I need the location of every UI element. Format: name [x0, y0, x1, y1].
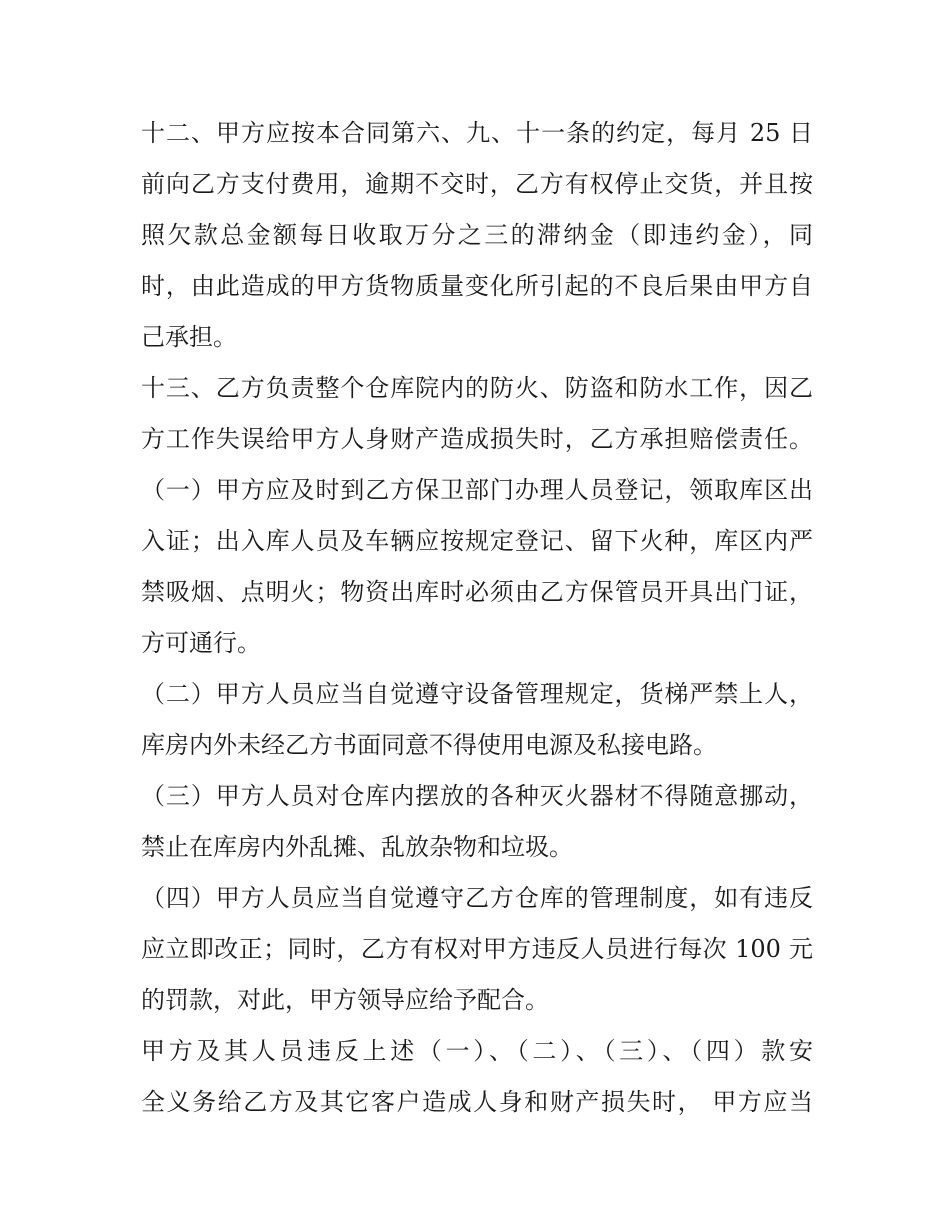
text-line: 禁止在库房内外乱摊、乱放杂物和垃圾。 — [141, 833, 573, 861]
text-line: 方可通行。 — [141, 629, 261, 657]
text-line: 己承担。 — [141, 323, 237, 351]
text-line: 全义务给乙方及其它客户造成人身和财产损失时， 甲方应当 — [141, 1088, 813, 1116]
text-line: （一）甲方应及时到乙方保卫部门办理人员登记，领取库区出 — [141, 476, 813, 504]
text-line: 的罚款，对此，甲方领导应给予配合。 — [141, 986, 549, 1014]
text-line: 入证；出入库人员及车辆应按规定登记、留下火种，库区内严 — [141, 527, 813, 555]
text-line: 甲方及其人员违反上述（一）、（二）、（三）、（四）款安 — [141, 1037, 813, 1065]
text-line: 时，由此造成的甲方货物质量变化所引起的不良后果由甲方自 — [141, 272, 813, 300]
text-line: （三）甲方人员对仓库内摆放的各种灭火器材不得随意挪动， — [141, 782, 813, 810]
text-line: 前向乙方支付费用，逾期不交时，乙方有权停止交货，并且按 — [141, 170, 813, 198]
text-line: 方工作失误给甲方人身财产造成损失时，乙方承担赔偿责任。 — [141, 425, 813, 453]
text-line: （四）甲方人员应当自觉遵守乙方仓库的管理制度，如有违反 — [141, 884, 813, 912]
text-line: 十二、甲方应按本合同第六、九、十一条的约定，每月 25 日 — [141, 119, 813, 147]
text-line: 禁吸烟、点明火；物资出库时必须由乙方保管员开具出门证， — [141, 578, 813, 606]
text-line: 十三、乙方负责整个仓库院内的防火、防盗和防水工作，因乙 — [141, 374, 813, 402]
text-line: 库房内外未经乙方书面同意不得使用电源及私接电路。 — [141, 731, 717, 759]
text-line: 照欠款总金额每日收取万分之三的滞纳金（即违约金），同 — [141, 221, 813, 249]
text-line: 应立即改正；同时，乙方有权对甲方违反人员进行每次 100 元 — [141, 935, 813, 963]
document-page — [141, 108, 813, 1128]
text-line: （二）甲方人员应当自觉遵守设备管理规定，货梯严禁上人， — [141, 680, 813, 708]
